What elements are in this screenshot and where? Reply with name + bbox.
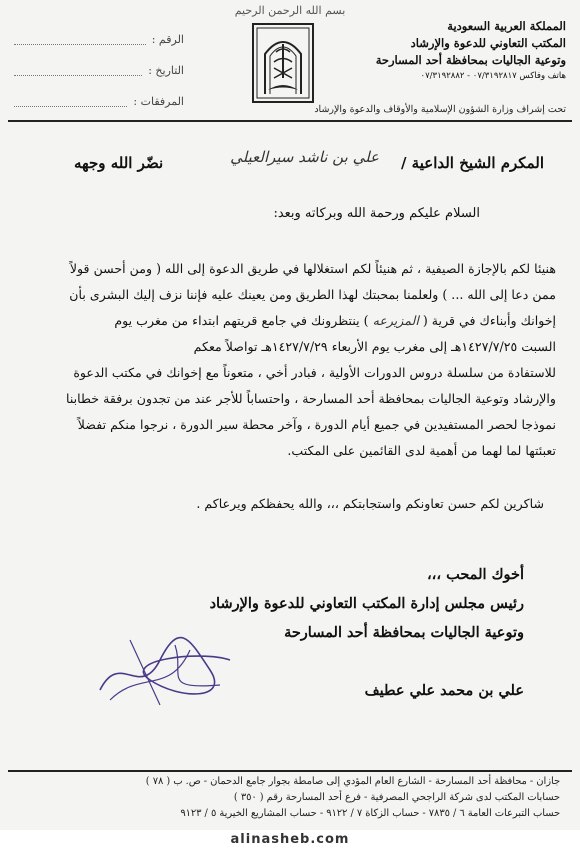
letter-body (24, 256, 556, 464)
body-line: ممن دعا إلى الله ... ) ولعلمنا بمحبتك لهذا الطريق ومن يعينك عليه فإننا نزف إليك البشرى بأن (69, 287, 556, 302)
salutation (74, 148, 544, 178)
date-field: التاريخ : (14, 55, 184, 86)
body-line: إخوانك وأبناءك في قرية ( المزيرعه ) ينتظرونك في جامع قريتهم ابتداء من مغرب يوم (114, 313, 556, 328)
footer-address: جازان - محافظة أحد المسارحة - الشارع العام المؤدي إلى صامطة بجوار جامع الدحمان - ص. ب ( ٧٨ ) (145, 776, 560, 787)
footer (20, 774, 560, 822)
site-watermark: alinasheb.com (0, 830, 580, 850)
organization-header (376, 18, 566, 83)
village-name: المزيرعه (372, 313, 419, 328)
org-phone: هاتف وفاكس ٠٧/٣١٩٢٨١٧ - ٠٧/٣١٩٢٨٨٢ (420, 71, 566, 81)
signatory-name: علي بن محمد علي عطيف (364, 682, 524, 699)
footer-accounts: حساب التبرعات العامة ٦ / ٧٨٣٥ - حساب الزكاة ٧ / ٩١٢٢ - حساب المشاريع الخيرية ٥ / ٩١٢٣ (180, 808, 560, 819)
basmala: بسم الله الرحمن الرحيم (234, 4, 346, 17)
attachments-field: المرفقات : (14, 86, 184, 117)
body-line: والإرشاد وتوعية الجاليات بمحافظة أحد المسارحة ، واحتساباً للأجر عند من تجدون برفقة خطابنا (66, 391, 556, 406)
signature-sign-off: أخوك المحب ،،، (427, 566, 524, 583)
footer-divider (8, 770, 572, 772)
ministry-logo-icon (250, 22, 316, 104)
footer-bank: حسابات المكتب لدى شركة الراجحي المصرفية - فرع أحد المسارحة رقم ( ٣٥٠ ) (233, 792, 560, 803)
greeting: السلام عليكم ورحمة الله وبركاته وبعد: (273, 206, 480, 221)
signature-title: رئيس مجلس إدارة المكتب التعاوني للدعوة والإرشاد (209, 595, 524, 612)
signature-title-cont: وتوعية الجاليات بمحافظة أحد المسارحة (284, 624, 524, 641)
recipient-name: علي بن ناشد سيرالعيلي (230, 148, 379, 166)
org-line-country: المملكة العربية السعودية (447, 19, 566, 33)
header-divider (8, 120, 572, 122)
org-line-region: وتوعية الجاليات بمحافظة أحد المسارحة (375, 53, 566, 67)
supervision-line: تحت إشراف وزارة الشؤون الإسلامية والأوقاف والدعوة والإرشاد (314, 104, 566, 115)
salutation-suffix: نضّر الله وجهه (74, 154, 164, 172)
closing-line: شاكرين لكم حسن تعاونكم واستجابتكم ،،، والله يحفظكم ويرعاكم . (196, 496, 544, 511)
body-line: السبت ١٤٢٧/٧/٢٥هـ إلى مغرب يوم الأربعاء ١٤٢٧/٧/٢٩هـ تواصلاً معكم (193, 339, 556, 354)
body-line: نموذجا لحصر المستفيدين في جميع أيام الدورة ، وآخر محطة سير الدورة ، نرجوا منكم تفضلاً (77, 417, 556, 432)
handwritten-signature-icon (90, 630, 240, 710)
body-line: تعبئتها لما لهما من أهمية لدى القائمين على المكتب. (287, 443, 556, 458)
salutation-prefix: المكرم الشيخ الداعية / (400, 154, 544, 172)
org-line-office: المكتب التعاوني للدعوة والإرشاد (410, 36, 566, 50)
body-line: للاستفادة من سلسلة دروس الدورات الأولية ، فبادر أخي ، متعوناً مع إخوانك في مكتب الدعوة (73, 365, 556, 380)
number-field: الرقم : (14, 24, 184, 55)
body-line: هنيئا لكم بالإجازة الصيفية ، ثم هنيئاً لكم استغلالها في طريق الدعوة إلى الله ( ومن أحسن قولاً (69, 261, 556, 276)
reference-fields (14, 24, 184, 117)
